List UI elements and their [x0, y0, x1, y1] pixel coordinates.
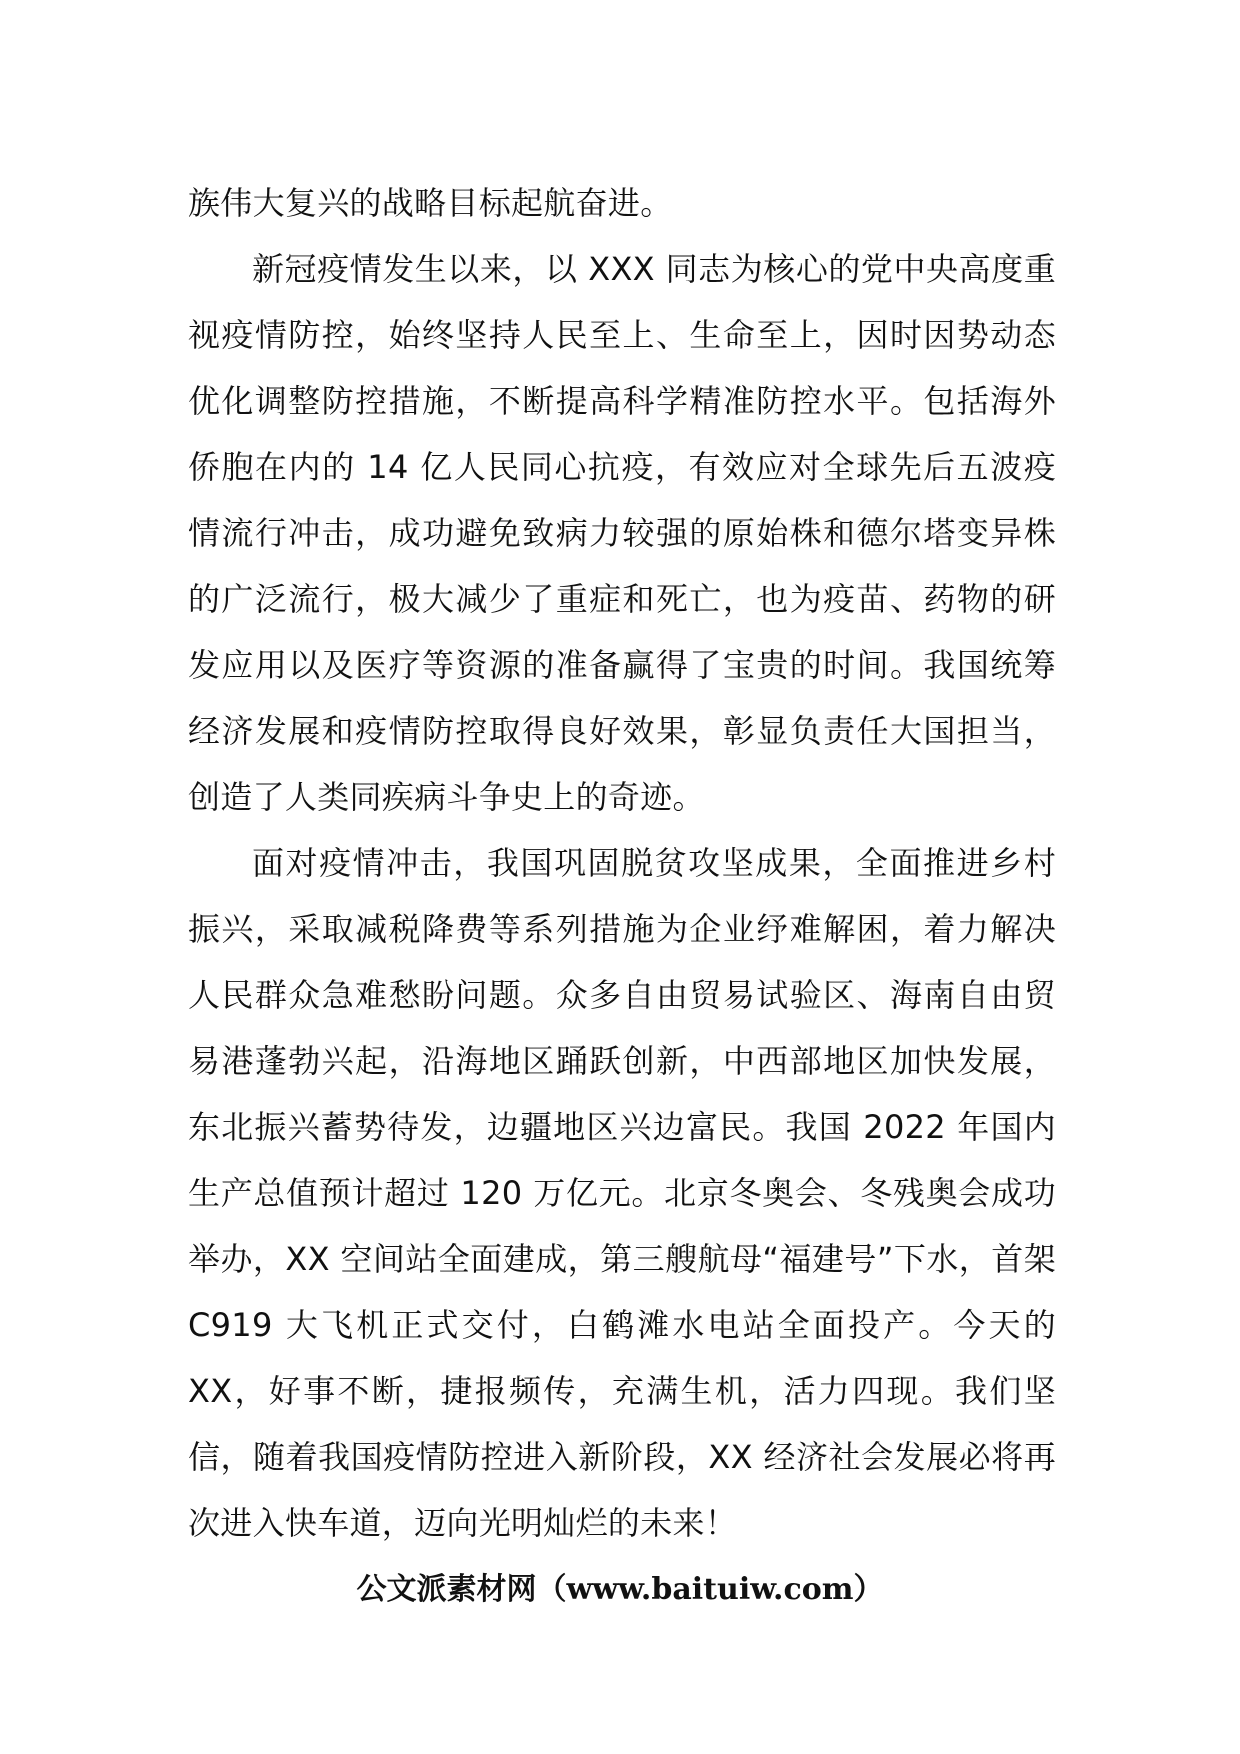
paragraph-epidemic-prevention: 新冠疫情发生以来，以 XXX 同志为核心的党中央高度重视疫情防控，始终坚持人民至上、生命至上，因时因势动态优化调整防控措施，不断提高科学精准防控水平。包括海外侨胞在内的 14 亿人民同心抗疫，有效应对全球先后五波疫情流行冲击，成功避免致病力较强的原始株和德尔塔变异株的广泛流行，极大减少了重症和死亡，也为疫苗、药物的研发应用以及医疗等资源的准备赢得了宝贵的时间。我国统筹经济发展和疫情防控取得良好效果，彰显负责任大国担当，创造了人类同疾病斗争史上的奇迹。: [188, 250, 1056, 816]
paragraph-continuation: 族伟大复兴的战略目标起航奋进。: [188, 184, 673, 222]
document-body: [188, 170, 1056, 1556]
footer-watermark: 公文派素材网（www.baituiw.com）: [356, 1572, 884, 1607]
paragraph-economic-development: 面对疫情冲击，我国巩固脱贫攻坚成果，全面推进乡村振兴，采取减税降费等系列措施为企业纾难解困，着力解决人民群众急难愁盼问题。众多自由贸易试验区、海南自由贸易港蓬勃兴起，沿海地区踊跃创新，中西部地区加快发展，东北振兴蓄势待发，边疆地区兴边富民。我国 2022 年国内生产总值预计超过 120 万亿元。北京冬奥会、冬残奥会成功举办，XX 空间站全面建成，第三艘航母“福建号”下水，首架 C919 大飞机正式交付，白鹤滩水电站全面投产。今天的 XX，好事不断，捷报频传，充满生机，活力四现。我们坚信，随着我国疫情防控进入新阶段，XX 经济社会发展必将再次进入快车道，迈向光明灿烂的未来！: [188, 844, 1056, 1542]
